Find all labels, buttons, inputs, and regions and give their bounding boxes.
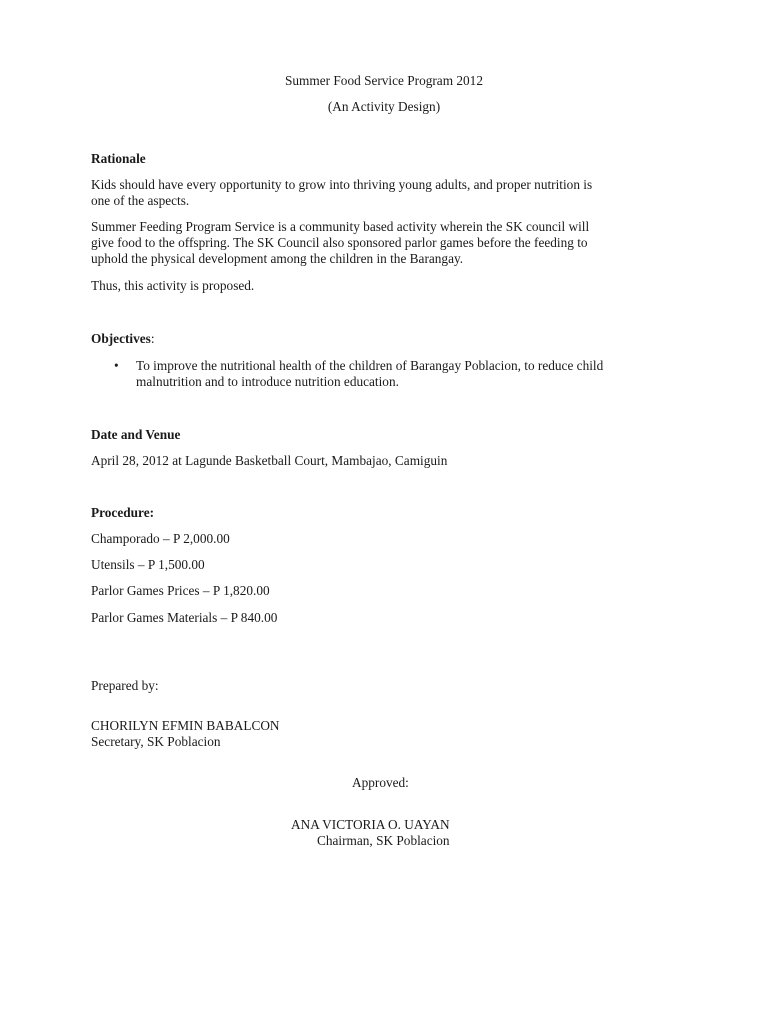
rationale-paragraph-1-line-2: one of the aspects.: [91, 193, 190, 208]
procedure-item: Parlor Games Materials – P 840.00: [91, 610, 278, 625]
prepared-by-position: Secretary, SK Poblacion: [91, 734, 221, 749]
rationale-paragraph-3: Thus, this activity is proposed.: [91, 278, 255, 293]
document-subtitle: (An Activity Design): [327, 99, 441, 114]
prepared-by-label: Prepared by:: [91, 678, 159, 693]
objective-item-line-2: malnutrition and to introduce nutrition education.: [136, 374, 399, 389]
rationale-heading: Rationale: [91, 151, 146, 166]
bullet-icon: •: [114, 358, 119, 373]
objectives-heading-line: [91, 331, 691, 347]
rationale-paragraph-2-line-1: Summer Feeding Program Service is a community based activity wherein the SK council will: [91, 219, 590, 234]
date-venue-text: April 28, 2012 at Lagunde Basketball Court, Mambajao, Camiguin: [91, 453, 448, 468]
objectives-heading: Objectives: [91, 331, 151, 346]
approved-by-position: Chairman, SK Poblacion: [317, 833, 450, 848]
rationale-paragraph-2-line-3: uphold the physical development among the children in the Barangay.: [91, 251, 464, 266]
approved-by-name: ANA VICTORIA O. UAYAN: [291, 817, 450, 832]
document-title: Summer Food Service Program 2012: [285, 73, 483, 88]
procedure-heading: Procedure:: [91, 505, 155, 520]
objectives-colon: :: [150, 331, 155, 346]
prepared-by-name: CHORILYN EFMIN BABALCON: [91, 718, 280, 733]
procedure-item: Parlor Games Prices – P 1,820.00: [91, 583, 270, 598]
approved-label: Approved:: [352, 775, 409, 790]
date-venue-heading: Date and Venue: [91, 427, 181, 442]
rationale-paragraph-2-line-2: give food to the offspring. The SK Council also sponsored parlor games before the feeding to: [91, 235, 588, 250]
rationale-paragraph-1-line-1: Kids should have every opportunity to grow into thriving young adults, and proper nutrition is: [91, 177, 593, 192]
objective-item-line-1: To improve the nutritional health of the children of Barangay Poblacion, to reduce child: [136, 358, 604, 373]
procedure-item: Utensils – P 1,500.00: [91, 557, 205, 572]
procedure-item: Champorado – P 2,000.00: [91, 531, 230, 546]
